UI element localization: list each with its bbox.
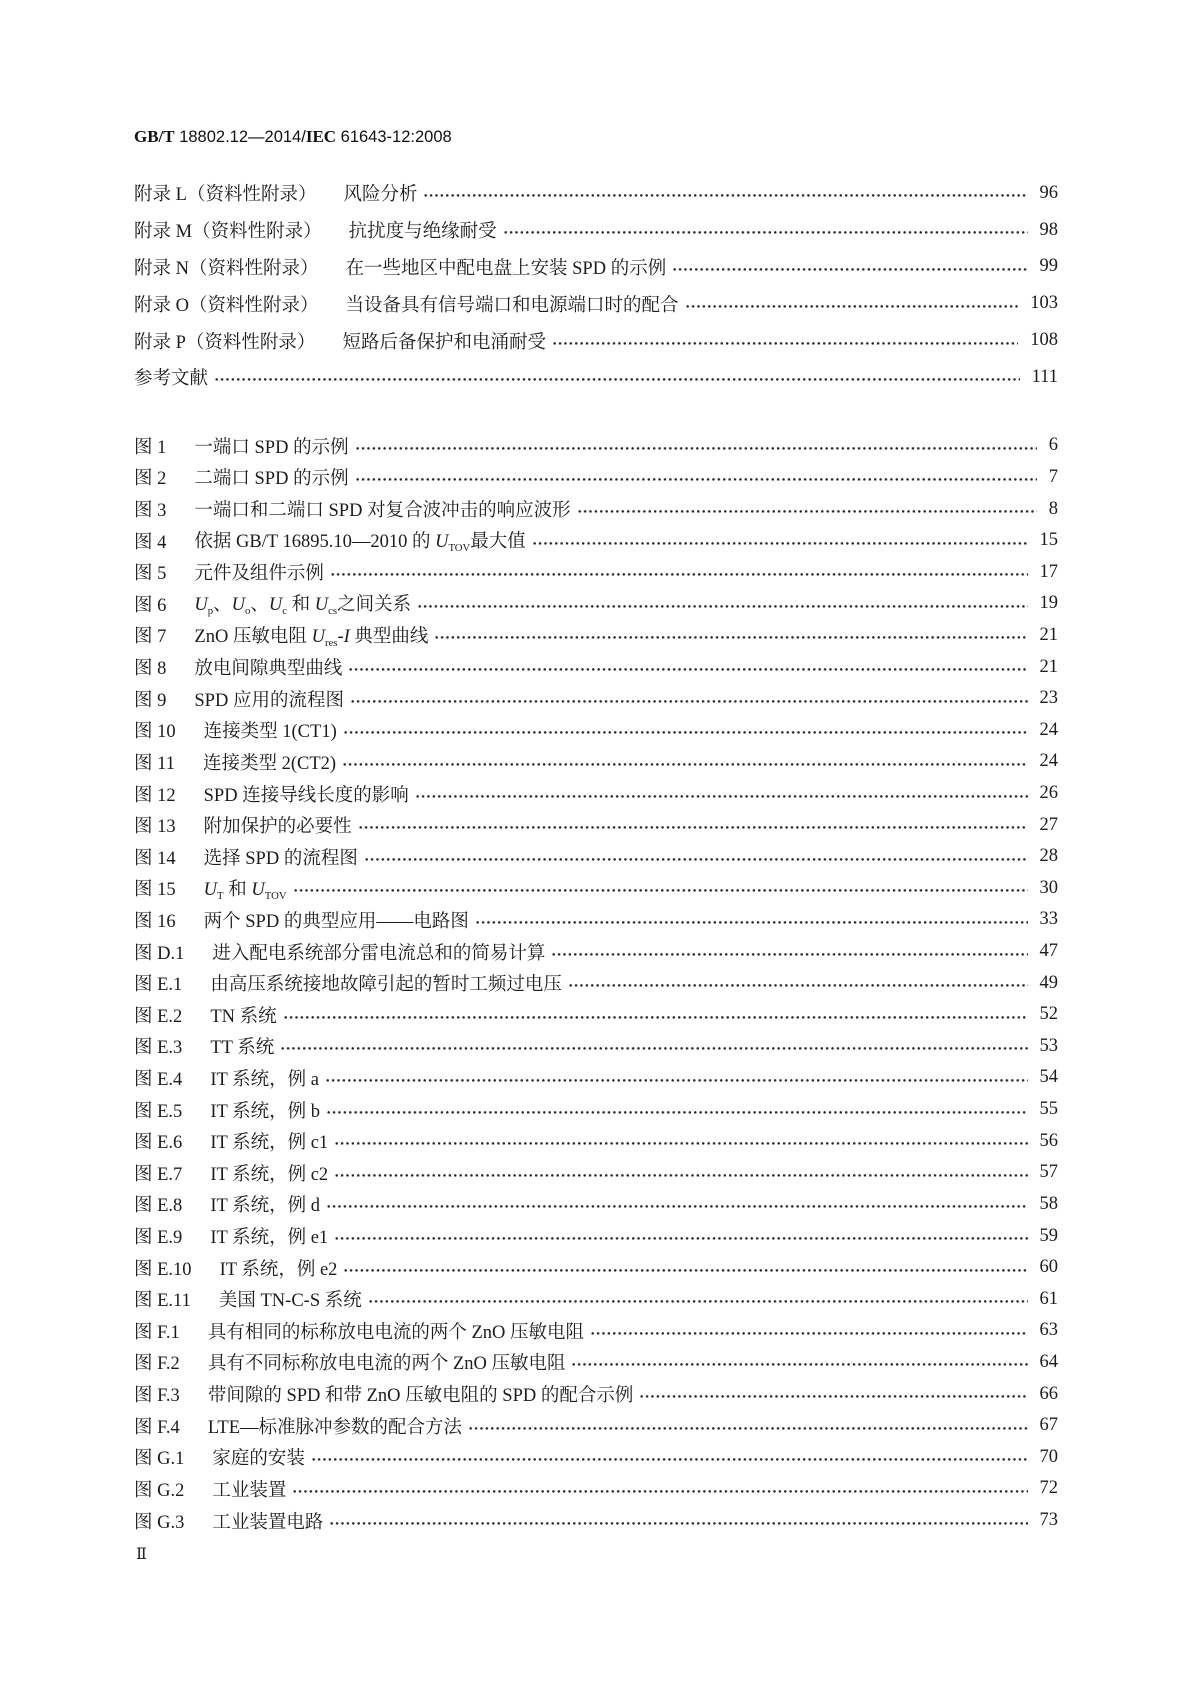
dot-leader bbox=[214, 367, 1020, 387]
entry-title: 工业装置 bbox=[212, 1480, 287, 1501]
figure-entry bbox=[134, 556, 1058, 588]
entry-page-number: 56 bbox=[1039, 1130, 1058, 1151]
dot-leader bbox=[468, 1416, 1027, 1436]
entry-label: 图 G.1 bbox=[134, 1449, 185, 1470]
entry-label: 图 D.1 bbox=[134, 943, 185, 964]
entry-label: 图 E.6 bbox=[134, 1133, 183, 1154]
entry-page-number: 23 bbox=[1039, 688, 1058, 709]
entry-label: 图 8 bbox=[134, 659, 167, 680]
text-run: 、 bbox=[213, 595, 232, 616]
entry-page-number: 67 bbox=[1039, 1415, 1058, 1436]
entry-title: 连接类型 1(CT1) bbox=[203, 722, 337, 743]
text-run: 和 bbox=[287, 595, 315, 616]
document-header bbox=[134, 126, 452, 148]
entry-title: 选择 SPD 的流程图 bbox=[203, 848, 358, 869]
entry-title: 由高压系统接地故障引起的暂时工频过电压 bbox=[210, 975, 562, 996]
entry-page-number: 27 bbox=[1039, 814, 1058, 835]
italic-symbol: U bbox=[231, 595, 246, 616]
entry-title: 在一些地区中配电盘上安装 SPD 的示例 bbox=[345, 258, 667, 279]
entry-label: 附录 L bbox=[134, 185, 187, 206]
figure-entry bbox=[134, 1252, 1058, 1284]
dot-leader bbox=[685, 294, 1019, 314]
figure-entry bbox=[134, 1410, 1058, 1442]
entry-label: 图 7 bbox=[134, 627, 167, 648]
subscript: c bbox=[282, 605, 288, 618]
subscript: res bbox=[324, 636, 338, 649]
figure-entry bbox=[134, 493, 1058, 525]
entry-label: 图 1 bbox=[134, 437, 167, 458]
annex-type: （资料性附录） bbox=[185, 332, 316, 353]
bold-text: IEC bbox=[305, 127, 337, 146]
dot-leader bbox=[415, 784, 1028, 804]
dot-leader bbox=[334, 1131, 1027, 1151]
entry-label: 附录 M bbox=[134, 222, 193, 243]
entry-label: 附录 N bbox=[134, 258, 189, 279]
entry-page-number: 53 bbox=[1039, 1035, 1058, 1056]
entry-label: 图 F.3 bbox=[134, 1386, 180, 1407]
entry-label: 图 6 bbox=[134, 595, 167, 616]
entry-title: IT 系统，例 c2 bbox=[210, 1164, 329, 1185]
figure-entry bbox=[134, 1094, 1058, 1126]
italic-symbol: U bbox=[194, 595, 208, 616]
dot-leader bbox=[551, 942, 1027, 962]
entry-page-number: 21 bbox=[1039, 624, 1058, 645]
annex-type: （资料性附录） bbox=[186, 185, 317, 206]
entry-title: IT 系统，例 d bbox=[210, 1196, 320, 1217]
entry-label: 图 E.11 bbox=[134, 1291, 191, 1312]
dot-leader bbox=[358, 815, 1028, 835]
figure-entry bbox=[134, 841, 1058, 873]
dot-leader bbox=[348, 657, 1027, 677]
figure-entry bbox=[134, 714, 1058, 746]
entry-title: IT 系统，例 c1 bbox=[210, 1133, 329, 1154]
dot-leader bbox=[434, 625, 1027, 645]
entry-page-number: 57 bbox=[1039, 1162, 1058, 1183]
entry-page-number: 58 bbox=[1039, 1193, 1058, 1214]
dot-leader bbox=[311, 1447, 1028, 1467]
entry-label: 图 E.4 bbox=[134, 1069, 183, 1090]
figure-entry bbox=[134, 1283, 1058, 1315]
entry-label: 图 10 bbox=[134, 722, 176, 743]
entry-label: 图 E.5 bbox=[134, 1101, 183, 1122]
entry-page-number: 28 bbox=[1039, 846, 1058, 867]
annex-type: （资料性附录） bbox=[192, 222, 322, 243]
figure-entry bbox=[134, 1189, 1058, 1221]
italic-symbol: U bbox=[314, 595, 329, 616]
entry-title: 进入配电系统部分雷电流总和的简易计算 bbox=[212, 943, 546, 964]
entry-page-number: 70 bbox=[1039, 1446, 1058, 1467]
entry-page-number: 61 bbox=[1039, 1288, 1058, 1309]
figure-entry bbox=[134, 1378, 1058, 1410]
bold-text: GB/T bbox=[134, 127, 175, 146]
figure-entry bbox=[134, 1220, 1058, 1252]
entry-label: 图 F.1 bbox=[134, 1322, 180, 1343]
dot-leader bbox=[334, 1226, 1027, 1246]
entry-title: 元件及组件示例 bbox=[194, 564, 324, 585]
entry-label: 图 15 bbox=[134, 880, 176, 901]
entry-title: TT 系统 bbox=[210, 1038, 275, 1059]
entry-page-number: 64 bbox=[1039, 1351, 1058, 1372]
entry-title: IT 系统，例 a bbox=[210, 1069, 319, 1090]
figure-entry bbox=[134, 1031, 1058, 1063]
entry-title: 家庭的安装 bbox=[212, 1449, 305, 1470]
dot-leader bbox=[368, 1289, 1028, 1309]
annex-entry bbox=[134, 175, 1058, 212]
entry-page-number: 15 bbox=[1039, 530, 1058, 551]
text-run: 依据 GB/T 16895.10—2010 的 bbox=[194, 532, 436, 553]
figure-entry bbox=[134, 462, 1058, 494]
entry-label: 附录 O bbox=[134, 295, 189, 316]
text-run: 典型曲线 bbox=[349, 627, 429, 648]
entry-page-number: 21 bbox=[1039, 656, 1058, 677]
figure-entry bbox=[134, 1315, 1058, 1347]
entry-title: 两个 SPD 的典型应用——电路图 bbox=[203, 911, 469, 932]
entry-label: 图 11 bbox=[134, 753, 175, 774]
italic-symbol: U bbox=[251, 879, 265, 900]
entry-label: 图 5 bbox=[134, 564, 167, 585]
dot-leader bbox=[423, 183, 1027, 203]
annex-entry bbox=[134, 322, 1058, 359]
entry-page-number: 24 bbox=[1039, 719, 1058, 740]
entry-label: 参考文献 bbox=[134, 369, 209, 390]
annex-entry bbox=[134, 359, 1058, 396]
figure-entry bbox=[134, 651, 1058, 683]
entry-title: 工业装置电路 bbox=[212, 1512, 324, 1533]
page-number: Ⅱ bbox=[136, 1546, 147, 1563]
dot-leader bbox=[571, 1352, 1027, 1372]
entry-page-number: 55 bbox=[1039, 1099, 1058, 1120]
italic-symbol: I bbox=[343, 627, 350, 648]
figure-entry bbox=[134, 683, 1058, 715]
entry-title: 带间隙的 SPD 和带 ZnO 压敏电阻的 SPD 的配合示例 bbox=[207, 1386, 634, 1407]
dot-leader bbox=[577, 499, 1037, 519]
entry-label: 图 E.10 bbox=[134, 1259, 192, 1280]
entry-page-number: 72 bbox=[1039, 1478, 1058, 1499]
figure-entry bbox=[134, 999, 1058, 1031]
dot-leader bbox=[343, 720, 1028, 740]
entry-page-number: 7 bbox=[1048, 466, 1058, 487]
entry-label: 图 E.8 bbox=[134, 1196, 183, 1217]
text-run: 和 bbox=[223, 879, 252, 900]
entry-title: 连接类型 2(CT2) bbox=[202, 753, 337, 774]
entry-page-number: 60 bbox=[1039, 1257, 1058, 1278]
entry-page-number: 30 bbox=[1039, 877, 1058, 898]
entry-title: 放电间隙典型曲线 bbox=[194, 659, 343, 680]
entry-label: 图 F.2 bbox=[134, 1354, 180, 1375]
text-run: ZnO 压敏电阻 bbox=[194, 627, 312, 648]
entry-page-number: 73 bbox=[1039, 1510, 1058, 1531]
subscript: T bbox=[217, 889, 224, 902]
dot-leader bbox=[355, 467, 1037, 487]
figure-toc-list bbox=[134, 430, 1058, 1536]
dot-leader bbox=[343, 1258, 1027, 1278]
entry-title bbox=[194, 590, 411, 617]
entry-label: 图 12 bbox=[134, 785, 176, 806]
subscript: cs bbox=[328, 605, 338, 618]
entry-title: 附加保护的必要性 bbox=[203, 817, 352, 838]
entry-label: 图 E.7 bbox=[134, 1164, 183, 1185]
figure-entry bbox=[134, 1347, 1058, 1379]
entry-label: 图 3 bbox=[134, 501, 167, 522]
entry-title: 一端口和二端口 SPD 对复合波冲击的响应波形 bbox=[194, 501, 571, 522]
dot-leader bbox=[326, 1100, 1028, 1120]
text-run: 之间关系 bbox=[337, 595, 412, 616]
figure-entry bbox=[134, 936, 1058, 968]
entry-title: TN 系统 bbox=[210, 1006, 277, 1027]
entry-page-number: 103 bbox=[1030, 293, 1058, 314]
entry-title: 抗扰度与绝缘耐受 bbox=[348, 222, 497, 243]
entry-label: 图 E.3 bbox=[134, 1038, 183, 1059]
entry-page-number: 33 bbox=[1039, 909, 1058, 930]
text-run: 、 bbox=[250, 595, 269, 616]
dot-leader bbox=[283, 1005, 1028, 1025]
entry-title: 风险分析 bbox=[343, 185, 418, 206]
entry-page-number: 59 bbox=[1039, 1225, 1058, 1246]
entry-title bbox=[204, 875, 287, 902]
figure-entry bbox=[134, 746, 1058, 778]
entry-page-number: 63 bbox=[1039, 1320, 1058, 1341]
annex-type: （资料性附录） bbox=[189, 258, 319, 279]
entry-title: 二端口 SPD 的示例 bbox=[194, 469, 349, 490]
italic-symbol: U bbox=[268, 595, 283, 616]
entry-label: 附录 P bbox=[134, 332, 186, 353]
dot-leader bbox=[326, 1194, 1028, 1214]
annex-entry bbox=[134, 285, 1058, 322]
entry-label: 图 G.3 bbox=[134, 1512, 185, 1533]
dot-leader bbox=[334, 1163, 1027, 1183]
text-run: 18802.12—2014/ bbox=[174, 128, 306, 146]
subscript: TOV bbox=[448, 542, 471, 554]
dot-leader bbox=[639, 1384, 1027, 1404]
entry-title: 具有相同的标称放电电流的两个 ZnO 压敏电阻 bbox=[207, 1322, 584, 1343]
entry-label: 图 9 bbox=[134, 690, 167, 711]
subscript: TOV bbox=[264, 889, 287, 902]
entry-label: 图 13 bbox=[134, 817, 176, 838]
figure-entry bbox=[134, 1442, 1058, 1474]
figure-entry bbox=[134, 620, 1058, 652]
figure-entry bbox=[134, 1505, 1058, 1537]
annex-entry bbox=[134, 212, 1058, 249]
entry-title: 短路后备保护和电涌耐受 bbox=[342, 332, 546, 353]
dot-leader bbox=[532, 531, 1028, 551]
dot-leader bbox=[475, 910, 1028, 930]
entry-label: 图 F.4 bbox=[134, 1417, 180, 1438]
entry-label: 图 E.2 bbox=[134, 1006, 183, 1027]
figure-entry bbox=[134, 778, 1058, 810]
entry-page-number: 47 bbox=[1039, 941, 1058, 962]
entry-page-number: 8 bbox=[1048, 498, 1058, 519]
entry-label: 图 16 bbox=[134, 911, 176, 932]
figure-entry bbox=[134, 904, 1058, 936]
figure-entry bbox=[134, 430, 1058, 462]
entry-title: IT 系统，例 e1 bbox=[210, 1228, 329, 1249]
dot-leader bbox=[568, 973, 1028, 993]
entry-title bbox=[194, 527, 525, 554]
entry-page-number: 54 bbox=[1039, 1067, 1058, 1088]
italic-symbol: U bbox=[435, 532, 449, 553]
text-run: 61643-12:2008 bbox=[336, 128, 452, 146]
annex-entry bbox=[134, 249, 1058, 286]
entry-title: IT 系统，例 e2 bbox=[219, 1259, 338, 1280]
entry-title: IT 系统，例 b bbox=[210, 1101, 320, 1122]
text-run: - bbox=[337, 627, 344, 648]
entry-page-number: 19 bbox=[1039, 593, 1058, 614]
entry-page-number: 24 bbox=[1039, 751, 1058, 772]
figure-entry bbox=[134, 1125, 1058, 1157]
subscript: o bbox=[245, 605, 251, 618]
dot-leader bbox=[293, 878, 1028, 898]
entry-page-number: 6 bbox=[1048, 435, 1058, 456]
dot-leader bbox=[417, 594, 1027, 614]
entry-label: 图 E.9 bbox=[134, 1228, 183, 1249]
dot-leader bbox=[329, 1511, 1027, 1531]
entry-page-number: 52 bbox=[1039, 1004, 1058, 1025]
dot-leader bbox=[330, 562, 1028, 582]
dot-leader bbox=[325, 1068, 1028, 1088]
entry-title: SPD 连接导线长度的影响 bbox=[203, 785, 409, 806]
entry-label: 图 14 bbox=[134, 848, 176, 869]
dot-leader bbox=[342, 752, 1027, 772]
subscript: p bbox=[207, 605, 214, 618]
italic-symbol: U bbox=[311, 627, 325, 648]
entry-page-number: 26 bbox=[1039, 783, 1058, 803]
entry-label: 图 2 bbox=[134, 469, 167, 490]
annex-toc-list bbox=[134, 175, 1058, 396]
entry-page-number: 17 bbox=[1039, 561, 1058, 582]
entry-page-number: 49 bbox=[1039, 972, 1058, 993]
entry-label: 图 4 bbox=[134, 532, 167, 553]
dot-leader bbox=[364, 847, 1028, 867]
entry-page-number: 98 bbox=[1039, 219, 1058, 240]
entry-label: 图 G.2 bbox=[134, 1480, 185, 1501]
dot-leader bbox=[503, 220, 1028, 240]
entry-page-number: 108 bbox=[1030, 330, 1058, 351]
entry-page-number: 111 bbox=[1031, 366, 1058, 387]
figure-entry bbox=[134, 809, 1058, 841]
figure-entry bbox=[134, 588, 1058, 620]
text-run: 最大值 bbox=[470, 532, 526, 553]
dot-leader bbox=[672, 257, 1027, 277]
annex-type: （资料性附录） bbox=[189, 295, 319, 316]
dot-leader bbox=[355, 436, 1037, 456]
entry-title: 具有不同标称放电电流的两个 ZnO 压敏电阻 bbox=[207, 1354, 566, 1375]
italic-symbol: U bbox=[203, 879, 218, 900]
entry-title: LTE—标准脉冲参数的配合方法 bbox=[207, 1417, 463, 1438]
entry-title: 当设备具有信号端口和电源端口时的配合 bbox=[345, 295, 679, 316]
dot-leader bbox=[280, 1036, 1027, 1056]
entry-title bbox=[194, 622, 428, 649]
entry-page-number: 99 bbox=[1039, 256, 1058, 277]
entry-title: 美国 TN-C-S 系统 bbox=[218, 1291, 362, 1312]
entry-title: 一端口 SPD 的示例 bbox=[194, 437, 349, 458]
figure-entry bbox=[134, 1473, 1058, 1505]
figure-entry bbox=[134, 873, 1058, 905]
dot-leader bbox=[292, 1479, 1027, 1499]
entry-label: 图 E.1 bbox=[134, 975, 183, 996]
dot-leader bbox=[552, 331, 1018, 351]
entry-page-number: 96 bbox=[1039, 182, 1058, 203]
figure-entry bbox=[134, 967, 1058, 999]
entry-title: SPD 应用的流程图 bbox=[194, 690, 344, 711]
figure-entry bbox=[134, 1157, 1058, 1189]
dot-leader bbox=[590, 1321, 1028, 1341]
figure-entry bbox=[134, 525, 1058, 557]
figure-entry bbox=[134, 1062, 1058, 1094]
dot-leader bbox=[350, 689, 1028, 709]
entry-page-number: 66 bbox=[1039, 1383, 1058, 1404]
